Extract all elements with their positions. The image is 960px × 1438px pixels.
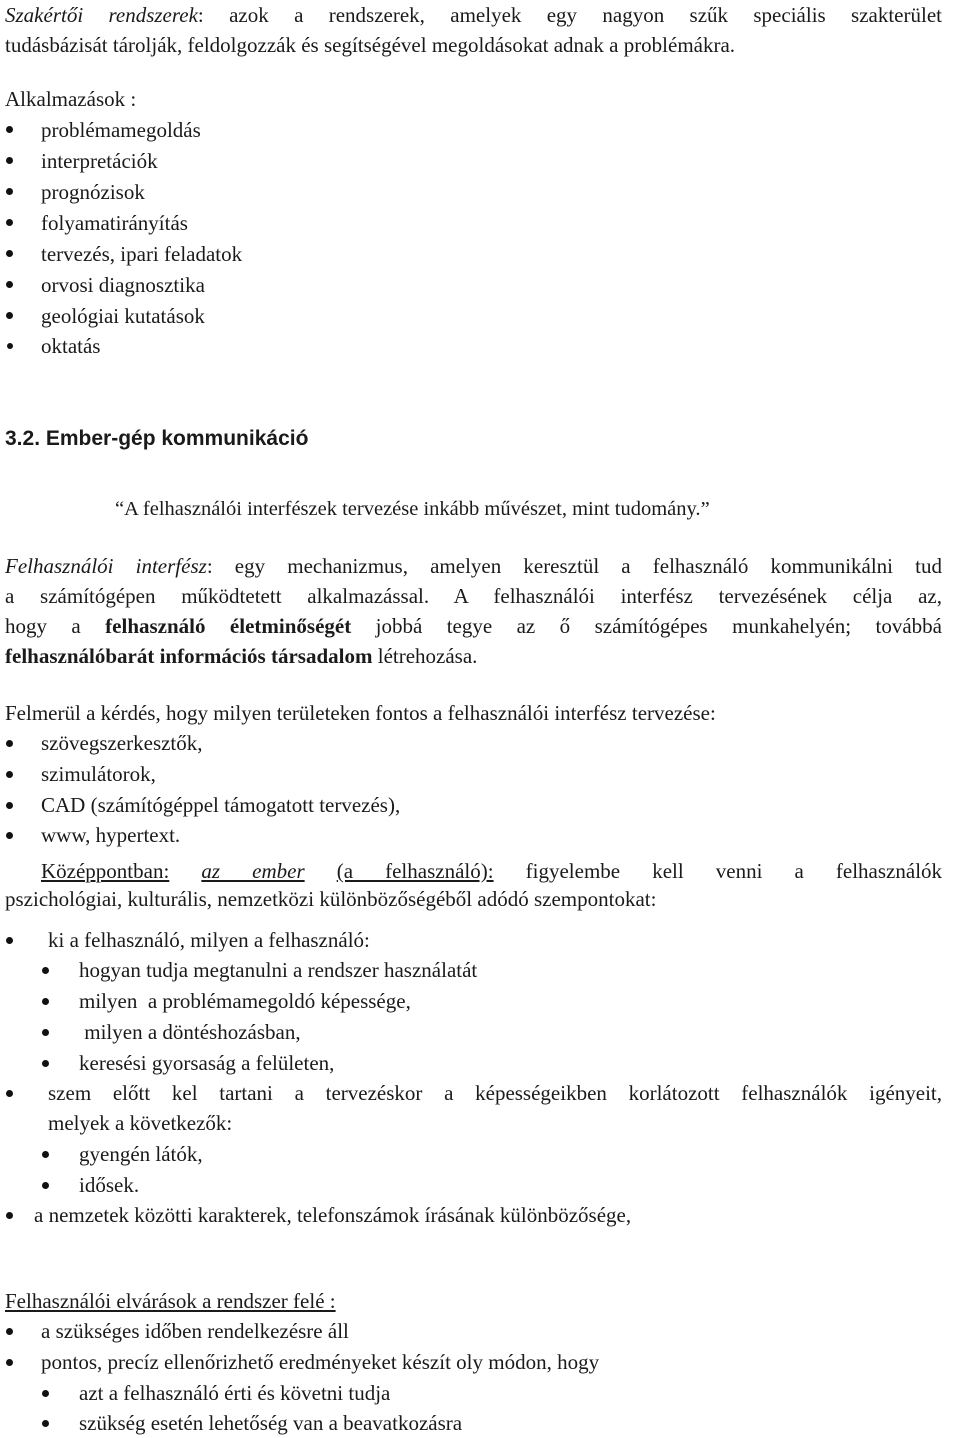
bullet-icon bbox=[6, 937, 13, 944]
applications-item: orvosi diagnosztika bbox=[41, 273, 205, 297]
interface-line-2: a számítógépen működtetett alkalmazással. A felhasználói interfész tervezésének célja az, bbox=[5, 584, 942, 608]
open-quote-mark: “ bbox=[115, 498, 125, 520]
bullet-icon bbox=[6, 1328, 13, 1335]
interface-term: Felhasználói interfész bbox=[5, 554, 207, 578]
bullet-icon bbox=[42, 998, 49, 1005]
applications-item: tervezés, ipari feladatok bbox=[41, 242, 243, 266]
expectations-title: Felhasználói elvárások a rendszer felé : bbox=[5, 1289, 336, 1313]
expert-systems-term: Szakértői rendszerek bbox=[5, 3, 198, 27]
bullet-icon bbox=[6, 219, 13, 226]
interface-line-3: hogy a felhasználó életminőségét jobbá tegye az ő számítógépes munkahelyén; továbbá bbox=[5, 614, 942, 638]
intro-line-1: Szakértői rendszerek: azok a rendszerek, amelyek egy nagyon szűk speciális szakterület bbox=[5, 3, 942, 27]
bullet-icon bbox=[6, 1359, 13, 1366]
applications-item: folyamatirányítás bbox=[41, 211, 188, 235]
aspect-subitem: milyen a problémamegoldó képessége, bbox=[79, 989, 411, 1013]
question-item: CAD (számítógéppel támogatott tervezés), bbox=[41, 793, 401, 817]
expectation-item: pontos, precíz ellenőrizhető eredményeket készít oly módon, hogy bbox=[41, 1350, 600, 1374]
quote: “A felhasználói interfészek tervezése inkább művészet, mint tudomány.” bbox=[115, 498, 710, 520]
bullet-icon bbox=[6, 832, 13, 839]
expectation-subitem: szükség esetén lehetőség van a beavatkozásra bbox=[79, 1411, 463, 1435]
applications-item: problémamegoldás bbox=[41, 118, 201, 142]
applications-item: prognózisok bbox=[41, 180, 145, 204]
focus-label: Középpontban: bbox=[41, 859, 170, 883]
question-text: Felmerül a kérdés, hogy milyen területeken fontos a felhasználói interfész tervezése: bbox=[5, 701, 716, 725]
aspect-item-continuation: melyek a következők: bbox=[48, 1111, 233, 1135]
close-quote-mark: ” bbox=[700, 498, 710, 520]
applications-item: interpretációk bbox=[41, 149, 158, 173]
bullet-icon bbox=[7, 343, 13, 349]
aspect-subitem: idősek. bbox=[79, 1173, 140, 1197]
bullet-icon bbox=[42, 967, 49, 974]
question-item: szövegszerkesztők, bbox=[41, 731, 203, 755]
bullet-icon bbox=[42, 1420, 49, 1427]
bullet-icon bbox=[6, 188, 13, 195]
focus-human: az ember bbox=[201, 859, 305, 883]
aspect-item: a nemzetek közötti karakterek, telefonszámok írásának különbözősége, bbox=[34, 1203, 632, 1227]
bullet-icon bbox=[6, 312, 13, 319]
focus-line-1: Középpontban: az ember (a felhasználó): figyelembe kell venni a felhasználók bbox=[41, 859, 943, 883]
bullet-icon bbox=[42, 1182, 49, 1189]
section-heading: 3.2. Ember-gép kommunikáció bbox=[5, 427, 309, 450]
interface-line-1: Felhasználói interfész: egy mechanizmus, amelyen keresztül a felhasználó kommunikálni tud bbox=[5, 554, 942, 578]
bullet-icon bbox=[42, 1060, 49, 1067]
question-item: www, hypertext. bbox=[41, 823, 181, 847]
aspect-item: ki a felhasználó, milyen a felhasználó: bbox=[48, 928, 370, 952]
aspect-item: szem előtt kel tartani a tervezéskor a képességeikben korlátozott felhasználók igényeit, bbox=[48, 1081, 942, 1105]
bold-info-society: felhasználóbarát információs társadalom bbox=[5, 644, 373, 668]
applications-item: geológiai kutatások bbox=[41, 304, 205, 328]
focus-line-2: pszichológiai, kulturális, nemzetközi különbözőségéből adódó szempontokat: bbox=[5, 887, 657, 911]
aspect-subitem: keresési gyorsaság a felületen, bbox=[79, 1051, 335, 1075]
focus-user: (a felhasználó): bbox=[336, 859, 494, 883]
aspect-subitem: gyengén látók, bbox=[79, 1142, 203, 1166]
bullet-icon bbox=[6, 1090, 13, 1097]
bullet-icon bbox=[6, 281, 13, 288]
aspect-subitem: milyen a döntéshozásban, bbox=[79, 1020, 301, 1044]
applications-title: Alkalmazások : bbox=[5, 87, 137, 111]
bullet-icon bbox=[6, 740, 13, 747]
bullet-icon bbox=[42, 1151, 49, 1158]
expectation-subitem: azt a felhasználó érti és követni tudja bbox=[79, 1381, 391, 1405]
bullet-icon bbox=[42, 1029, 49, 1036]
bullet-icon bbox=[42, 1390, 49, 1397]
interface-line-4: felhasználóbarát információs társadalom létrehozása. bbox=[5, 644, 478, 668]
bold-quality-of-life: felhasználó életminőségét bbox=[105, 614, 352, 638]
bullet-icon bbox=[6, 771, 13, 778]
bullet-icon bbox=[6, 1212, 13, 1219]
intro-line-2: tudásbázisát tárolják, feldolgozzák és segítségével megoldásokat adnak a problémákra. bbox=[5, 33, 736, 57]
bullet-icon bbox=[6, 126, 13, 133]
bullet-icon bbox=[6, 250, 13, 257]
bullet-icon bbox=[6, 802, 13, 809]
expectation-item: a szükséges időben rendelkezésre áll bbox=[41, 1319, 349, 1343]
bullet-icon bbox=[6, 157, 13, 164]
applications-item: oktatás bbox=[41, 334, 101, 358]
question-item: szimulátorok, bbox=[41, 762, 156, 786]
aspect-subitem: hogyan tudja megtanulni a rendszer használatát bbox=[79, 958, 478, 982]
